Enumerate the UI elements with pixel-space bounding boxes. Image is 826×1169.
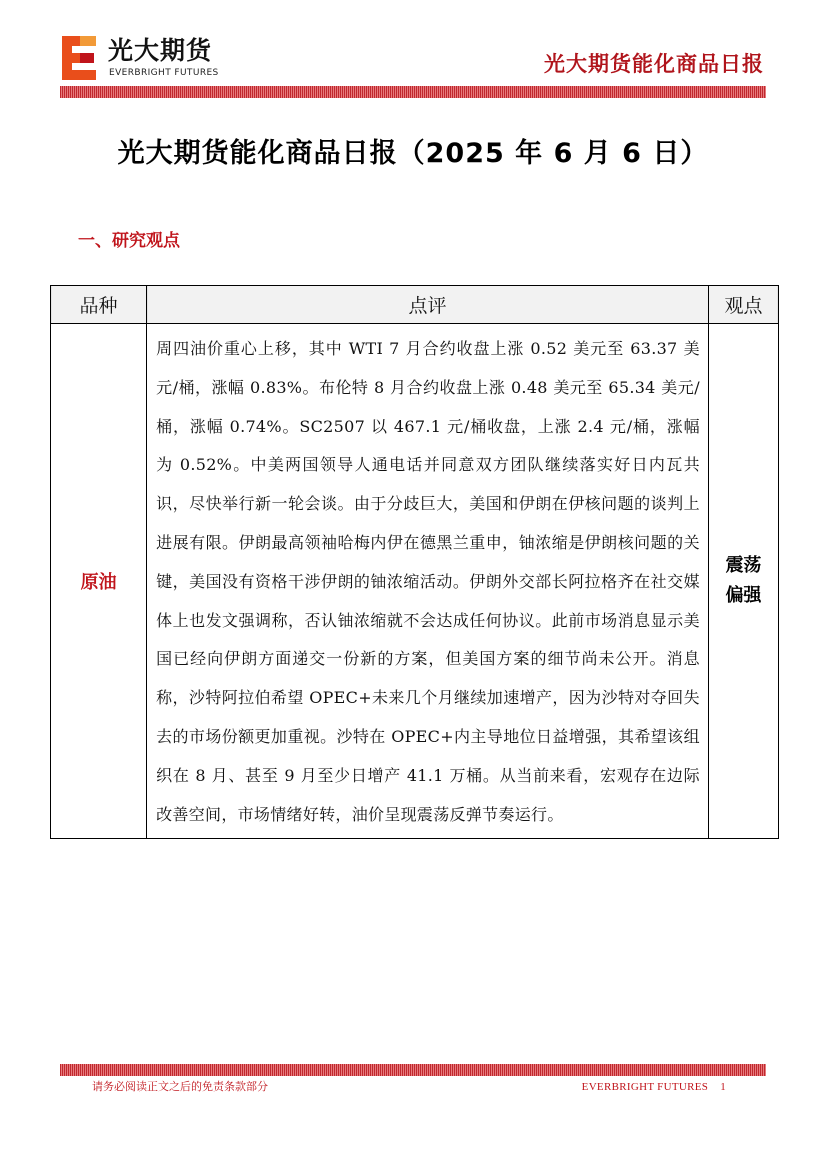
logo-chinese-name: 光大期货 bbox=[108, 36, 213, 65]
variety-cell: 原油 bbox=[51, 324, 147, 839]
document-title: 光大期货能化商品日报（2025 年 6 月 6 日） bbox=[117, 138, 709, 169]
header-report-title: 光大期货能化商品日报 bbox=[544, 52, 764, 76]
view-cell bbox=[708, 324, 778, 839]
table-row bbox=[51, 324, 779, 839]
footer-divider bbox=[60, 1064, 766, 1076]
comment-text: 周四油价重心上移，其中 WTI 7 月合约收盘上涨 0.52 美元至 63.37 美元/桶，涨幅 0.83%。布伦特 8 月合约收盘上涨 0.48 美元至 65.34 美元/桶，涨幅 0.74%。SC2507 以 467.1 元/桶收盘，上涨 2.4 元/桶，涨幅为 0.52%。中美两国领导人通电话并同意双方团队继续落实好日内瓦共识，尽快举行新一轮会谈。由于分歧巨大，美国和伊朗在伊核问题的谈判上进展有限。伊朗最高领袖哈梅内伊在德黑兰重申，铀浓缩是伊朗核问题的关键，美国没有资格干涉伊朗的铀浓缩活动。伊朗外交部长阿拉格齐在社交媒体上也发文强调称，否认铀浓缩就不会达成任何协议。此前市场消息显示美国已经向伊朗方面递交一份新的方案，但美国方案的细节尚未公开。消息称，沙特阿拉伯希望 OPEC+未来几个月继续加速增产，因为沙特对夺回失去的市场份额更加重视。沙特在 OPEC+内主导地位日益增强，其希望该组织在 8 月、甚至 9 月至少日增产 41.1 万桶。从当前来看，宏观存在边际改善空间，市场情绪好转，油价呈现震荡反弹节奏运行。 bbox=[156, 339, 700, 824]
view-line-2: 偏强 bbox=[725, 585, 762, 607]
company-logo bbox=[62, 36, 242, 82]
header-view: 观点 bbox=[708, 286, 778, 324]
footer-brand-page bbox=[582, 1080, 726, 1094]
footer-disclaimer: 请务必阅读正文之后的免责条款部分 bbox=[92, 1080, 268, 1093]
page-header bbox=[0, 0, 826, 100]
header-divider bbox=[60, 86, 766, 98]
section-heading: 一、研究观点 bbox=[78, 231, 180, 251]
view-line-1: 震荡 bbox=[725, 555, 762, 577]
header-variety: 品种 bbox=[51, 286, 147, 324]
research-table bbox=[50, 285, 779, 839]
table-header-row bbox=[51, 286, 779, 324]
page-number: 1 bbox=[720, 1081, 726, 1093]
footer-brand: EVERBRIGHT FUTURES bbox=[581, 1081, 709, 1093]
header-comment: 点评 bbox=[147, 286, 709, 324]
logo-english-name: EVERBRIGHT FUTURES bbox=[109, 68, 219, 78]
comment-cell bbox=[147, 324, 709, 839]
everbright-logo-icon bbox=[62, 36, 98, 80]
